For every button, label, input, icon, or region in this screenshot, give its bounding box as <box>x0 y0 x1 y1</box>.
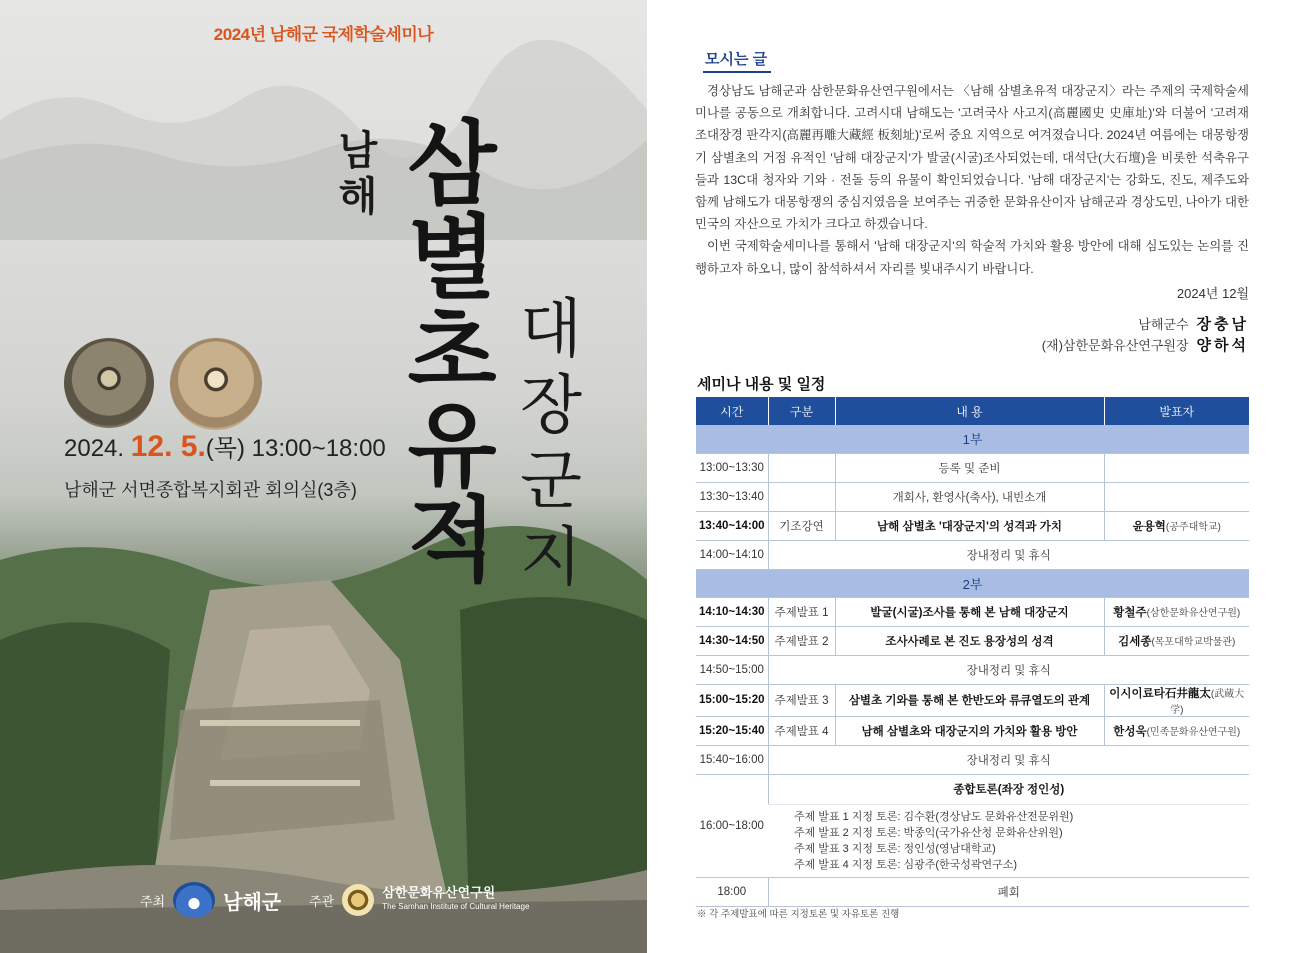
table-row <box>696 453 1249 482</box>
table-row <box>696 716 1249 745</box>
speaker-name: 황철주 <box>1113 606 1147 619</box>
organizer-name-ko: 삼한문화유산연구원 <box>382 885 496 900</box>
table-row <box>696 511 1249 540</box>
section-label: 1부 <box>696 425 1249 453</box>
greeting-title: 모시는 글 <box>703 48 771 73</box>
cell-type: 주제발표 2 <box>768 626 835 655</box>
date-year: 2024. <box>64 435 125 462</box>
title-char: 적 <box>407 487 497 594</box>
cell-time: 13:00~13:30 <box>696 453 768 482</box>
table-row <box>696 877 1249 906</box>
speaker-name: 이시이료타石井龍太 <box>1109 687 1211 700</box>
organizer-logos <box>140 880 529 920</box>
cell-content: 조사사례로 본 진도 용장성의 성격 <box>835 626 1104 655</box>
letter-paragraph: 이번 국제학술세미나를 통해서 '남해 대장군지'의 학술적 가치와 활용 방안에 대해 심도있는 논의를 진행하고자 하오니, 많이 참석하셔서 자리를 빛내주시기 바랍니다. <box>695 239 1249 276</box>
table-row <box>696 745 1249 774</box>
table-row <box>696 774 1249 804</box>
table-row <box>696 684 1249 716</box>
samhan-institute-logo-icon <box>342 884 374 916</box>
discussion-heading: 종합토론(좌장 정인성) <box>768 774 1249 804</box>
cell-content: 장내정리 및 휴식 <box>768 540 1249 569</box>
info-page <box>647 0 1297 953</box>
speaker-name: 한성욱 <box>1113 725 1147 738</box>
title-char: 초 <box>407 299 497 406</box>
cell-time: 15:00~15:20 <box>696 684 768 716</box>
title-char: 유 <box>407 393 497 500</box>
cell-type <box>768 453 835 482</box>
cell-speaker <box>1104 684 1249 716</box>
cell-time: 15:20~15:40 <box>696 716 768 745</box>
event-date <box>64 428 386 464</box>
cell-content: 발굴(시굴)조사를 통해 본 남해 대장군지 <box>835 597 1104 626</box>
column-header: 내 용 <box>835 397 1104 425</box>
speaker-affiliation: (목포대학교박물관) <box>1151 636 1236 648</box>
greeting-letter <box>695 80 1249 280</box>
table-row <box>696 804 1249 877</box>
table-row <box>696 597 1249 626</box>
signer-name: 양하석 <box>1196 337 1249 354</box>
cell-type: 주제발표 3 <box>768 684 835 716</box>
signer-role: 남해군수 <box>1138 317 1189 332</box>
table-row <box>696 655 1249 684</box>
cell-content: 폐회 <box>768 877 1249 906</box>
cell-time: 14:00~14:10 <box>696 540 768 569</box>
cell-time: 14:30~14:50 <box>696 626 768 655</box>
speaker-affiliation: (武蔵大学) <box>1170 688 1245 716</box>
cell-content: 삼별초 기와를 통해 본 한반도와 류큐열도의 관계 <box>835 684 1104 716</box>
column-header: 시간 <box>696 397 768 425</box>
table-header-row <box>696 397 1249 425</box>
cell-content: 남해 삼별초 '대장군지'의 성격과 가치 <box>835 511 1104 540</box>
section-row <box>696 569 1249 597</box>
cell-type: 주제발표 1 <box>768 597 835 626</box>
column-header: 발표자 <box>1104 397 1249 425</box>
speaker-name: 김세종 <box>1118 635 1152 648</box>
title-main <box>392 111 512 594</box>
title-char: 지 <box>520 521 582 595</box>
date-time: (목) 13:00~18:00 <box>205 435 386 462</box>
letter-date: 2024년 12월 <box>1176 286 1249 301</box>
table-row <box>696 540 1249 569</box>
namhae-county-logo-icon <box>173 882 215 918</box>
section-row <box>696 425 1249 453</box>
letter-paragraph: 경상남도 남해군과 삼한문화유산연구원에서는 〈남해 삼별초유적 대장군지〉라는 주제의 국제학술세미나를 공동으로 개최합니다. 고려시대 남해도는 '고려국사 사고지(高麗國史 史庫址)'와 더불어 '고려재조대장경 판각지(高麗再雕大藏經 板刻址)'로써 중요 지역으로 여겨졌습니다. 2024년 여름에는 대몽항쟁기 삼별초의 거점 유적인 '남해 대장군지'가 발굴(시굴)조사되었는데, 대석단(大石壇)을 비롯한 석축유구들과 13C대 청자와 기와 · 전돌 등의 유물이 확인되었습니다. '남해 대장군지'는 강화도, 진도, 제주도와 함께 남해도가 대몽항쟁의 중심지였음을 보여주는 귀중한 문화유산이자 남해군과 경상도민, 나아가 대한민국의 자산으로 가치가 크다고 하겠습니다. <box>695 84 1249 232</box>
cell-content: 등록 및 준비 <box>835 453 1104 482</box>
signature-director <box>1042 334 1249 355</box>
cell-time: 18:00 <box>696 877 768 906</box>
cell-type: 기조강연 <box>768 511 835 540</box>
cell-speaker <box>1104 482 1249 511</box>
title-char: 해 <box>338 174 378 220</box>
cell-time: 16:00~18:00 <box>696 774 768 877</box>
cell-speaker <box>1104 453 1249 482</box>
host-label: 주최 <box>140 893 166 909</box>
section-label: 2부 <box>696 569 1249 597</box>
cell-type <box>768 482 835 511</box>
title-sub <box>510 292 592 596</box>
cell-content: 개회사, 환영사(축사), 내빈소개 <box>835 482 1104 511</box>
discussion-item: 주제 발표 2 지정 토론: 박종익(국가유산청 문화유산위원) <box>794 826 1063 839</box>
cell-time: 13:40~14:00 <box>696 511 768 540</box>
cell-speaker <box>1104 597 1249 626</box>
footnote: ※ 각 주제발표에 따른 지정토론 및 자유토론 진행 <box>697 909 900 920</box>
schedule-title: 세미나 내용 및 일정 <box>697 376 826 393</box>
organizer-label: 주관 <box>309 893 335 909</box>
host-name: 남해군 <box>223 891 282 914</box>
speaker-affiliation: (삼한문화유산연구원) <box>1146 607 1241 619</box>
speaker-name: 윤용혁 <box>1132 520 1166 533</box>
organizer-name-en: The Samhan Institute of Cultural Heritage <box>382 902 530 911</box>
cell-time: 13:30~13:40 <box>696 482 768 511</box>
title-region <box>328 128 388 220</box>
title-char: 별 <box>407 205 497 312</box>
event-venue: 남해군 서면종합복지회관 회의실(3층) <box>64 480 357 500</box>
roof-tile-artifact-image <box>64 338 154 428</box>
cell-time: 15:40~16:00 <box>696 745 768 774</box>
discussion-item: 주제 발표 3 지정 토론: 정인성(영남대학교) <box>794 842 996 855</box>
poster-panel <box>0 0 647 953</box>
discussion-list <box>768 804 1249 877</box>
cell-content: 장내정리 및 휴식 <box>768 655 1249 684</box>
table-row <box>696 482 1249 511</box>
cell-speaker <box>1104 626 1249 655</box>
speaker-affiliation: (공주대학교) <box>1165 521 1221 533</box>
event-kicker: 2024년 남해군 국제학술세미나 <box>213 25 434 44</box>
cell-time: 14:10~14:30 <box>696 597 768 626</box>
title-char: 삼 <box>407 111 497 218</box>
schedule-table <box>696 397 1249 907</box>
column-header: 구분 <box>768 397 835 425</box>
signature-mayor <box>1138 313 1249 334</box>
discussion-item: 주제 발표 1 지정 토론: 김수환(경상남도 문화유산전문위원) <box>794 810 1074 823</box>
cell-type: 주제발표 4 <box>768 716 835 745</box>
cell-speaker <box>1104 716 1249 745</box>
table-row <box>696 626 1249 655</box>
title-char: 군 <box>520 445 582 519</box>
cell-content: 장내정리 및 휴식 <box>768 745 1249 774</box>
organizer-name <box>382 886 529 914</box>
speaker-affiliation: (민족문화유산연구원) <box>1146 726 1241 738</box>
cell-speaker <box>1104 511 1249 540</box>
signer-role: (재)삼한문화유산연구원장 <box>1041 338 1189 353</box>
cell-time: 14:50~15:00 <box>696 655 768 684</box>
discussion-item: 주제 발표 4 지정 토론: 심광주(한국성곽연구소) <box>794 858 1018 871</box>
title-char: 대 <box>520 293 582 367</box>
misty-mountains-illustration <box>0 40 647 240</box>
title-char: 남 <box>338 128 378 174</box>
title-char: 장 <box>520 369 582 443</box>
cell-content: 남해 삼별초와 대장군지의 가치와 활용 방안 <box>835 716 1104 745</box>
roof-tile-artifact-image <box>170 338 262 430</box>
signer-name: 장충남 <box>1196 316 1249 333</box>
date-highlight: 12. 5. <box>130 430 206 463</box>
